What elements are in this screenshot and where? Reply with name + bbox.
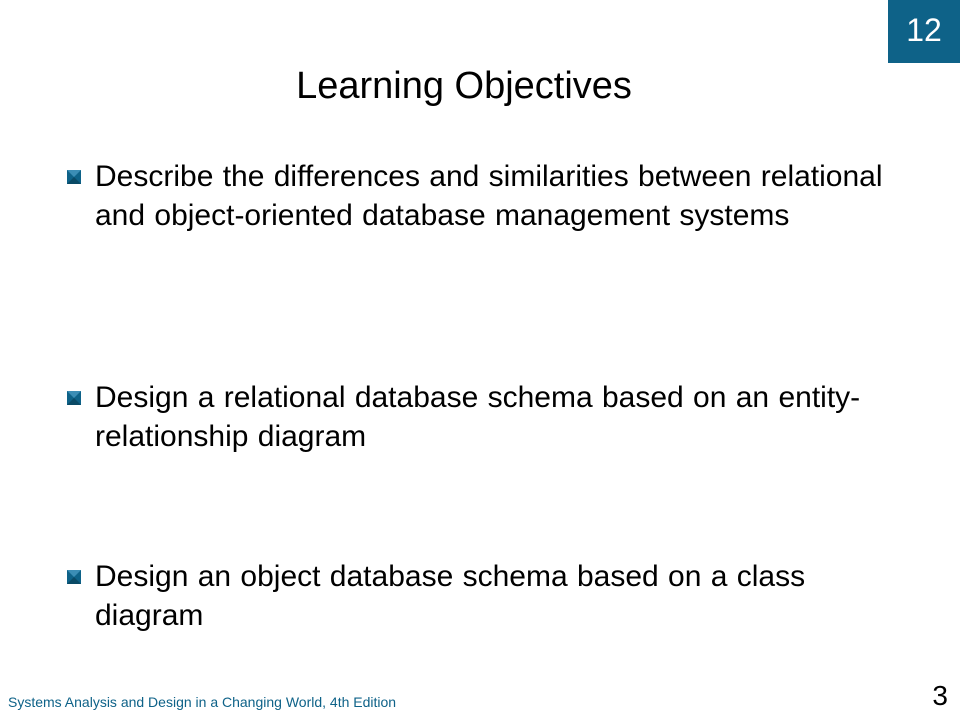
bullet-item	[60, 557, 920, 635]
bullet-text: Design an object database schema based on a class diagram	[95, 560, 806, 632]
chapter-number-badge: 12	[888, 0, 960, 63]
bullet-text: Describe the differences and similarities between relational and object-oriented database management systems	[95, 160, 883, 232]
slide-title: Learning Objectives	[296, 65, 632, 107]
bullet-item	[60, 378, 920, 456]
footer-text: Systems Analysis and Design in a Changing World, 4th Edition	[8, 694, 397, 710]
diamond-bullet-icon	[67, 391, 81, 405]
page-number: 3	[932, 680, 948, 711]
bullet-item	[60, 157, 920, 235]
diamond-bullet-icon	[67, 570, 81, 584]
bullet-text: Design a relational database schema based on an entity-relationship diagram	[95, 381, 861, 453]
diamond-bullet-icon	[67, 170, 81, 184]
